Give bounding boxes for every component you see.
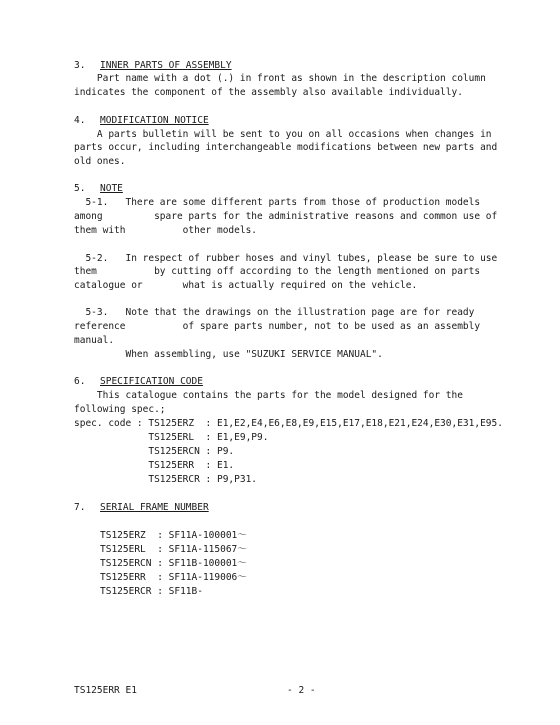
section-4-heading: MODIFICATION NOTICE [100, 115, 209, 126]
spec-row: TS125ERCR : P9,P31. [74, 474, 258, 485]
section-7-heading: SERIAL FRAME NUMBER [100, 502, 209, 513]
serial-row: TS125ERL : SF11A-115067～ [100, 544, 247, 555]
section-6-line-1: This catalogue contains the parts for the model designed for the [74, 390, 463, 401]
section-4-line-3: old ones. [74, 156, 126, 167]
section-3-line-2: indicates the component of the assembly also available individually. [74, 87, 463, 98]
note-5-3-line-1: 5-3. Note that the drawings on the illustration page are for ready [74, 307, 475, 318]
note-5-1-line-3: them with other models. [74, 225, 258, 236]
section-6-line-2: following spec.; [74, 404, 166, 415]
note-5-2-line-3: catalogue or what is actually required on the vehicle. [74, 280, 418, 291]
spec-row: spec. code : TS125ERZ : E1,E2,E4,E6,E8,E9,E15,E17,E18,E21,E24,E30,E31,E95. [74, 418, 503, 429]
serial-row: TS125ERZ : SF11A-100001～ [100, 530, 247, 541]
section-3-heading: INNER PARTS OF ASSEMBLY [100, 60, 232, 71]
section-6-heading: SPECIFICATION CODE [100, 376, 203, 387]
section-6-number: 6. [74, 376, 86, 387]
note-5-3-line-2: reference of spare parts number, not to be used as an assembly [74, 321, 481, 332]
serial-row: TS125ERR : SF11A-119006～ [100, 572, 247, 583]
section-5-heading: NOTE [100, 183, 123, 194]
note-5-3-line-3: manual. [74, 335, 115, 346]
note-5-1-line-1: 5-1. There are some different parts from those of production models [74, 197, 481, 208]
section-4-line-1: A parts bulletin will be sent to you on all occasions when changes in [74, 129, 492, 140]
note-5-1-line-2: among spare parts for the administrative reasons and common use of [74, 211, 498, 222]
footer-page-number: - 2 - [287, 685, 316, 696]
section-5-number: 5. [74, 183, 86, 194]
serial-row: TS125ERCN : SF11B-100001～ [100, 558, 247, 569]
spec-row: TS125ERCN : P9. [74, 446, 235, 457]
section-4-number: 4. [74, 115, 86, 126]
note-5-3-line-4: When assembling, use "SUZUKI SERVICE MANUAL". [74, 349, 383, 360]
section-7-number: 7. [74, 502, 86, 513]
note-5-2-line-2: them by cutting off according to the length mentioned on parts [74, 266, 481, 277]
section-3-line-1: Part name with a dot (.) in front as shown in the description column [74, 73, 486, 84]
serial-row: TS125ERCR : SF11B- [100, 586, 203, 597]
spec-row: TS125ERL : E1,E9,P9. [74, 432, 269, 443]
section-3-number: 3. [74, 60, 86, 71]
spec-row: TS125ERR : E1. [74, 460, 235, 471]
footer-model: TS125ERR E1 [74, 685, 137, 696]
note-5-2-line-1: 5-2. In respect of rubber hoses and vinyl tubes, please be sure to use [74, 253, 498, 264]
section-4-line-2: parts occur, including interchangeable modifications between new parts and [74, 142, 498, 153]
